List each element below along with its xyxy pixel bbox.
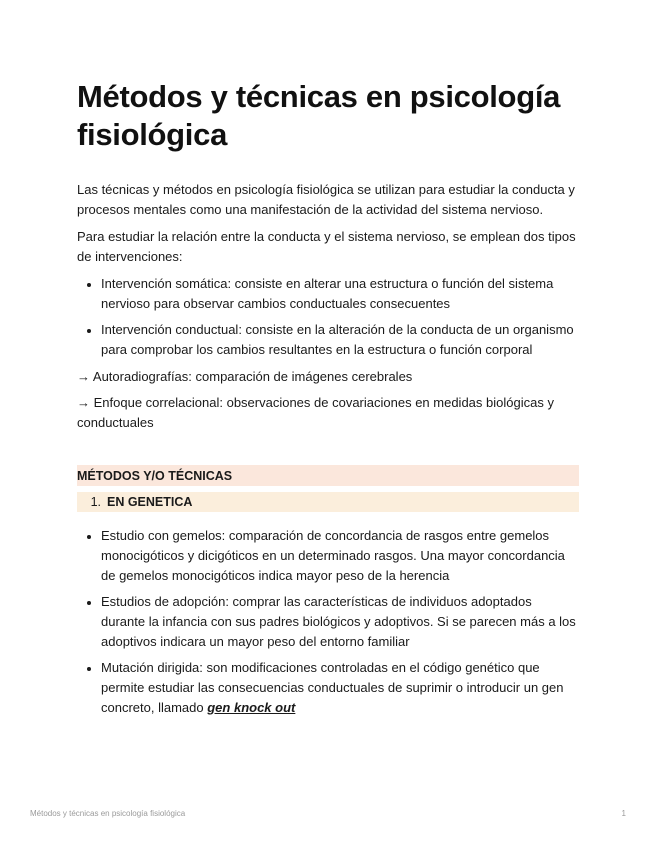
keyword-link[interactable]: gen knock out: [207, 700, 296, 715]
subsection-heading: [77, 492, 579, 512]
list-item: • Estudios de adopción: comprar las características de individuos adoptados durante la infancia con sus padres biológicos y adoptivos. Si se parecen más a los adoptivos indicara un mayor peso del entorno familiar: [101, 592, 579, 652]
list-item: • Intervención somática: consiste en alterar una estructura o función del sistema nervioso para observar cambios conductuales consecuentes: [101, 274, 579, 314]
genetics-list: [77, 526, 579, 718]
section-heading: MÉTODOS Y/O TÉCNICAS: [77, 465, 579, 486]
list-item: • Estudio con gemelos: comparación de concordancia de rasgos entre gemelos monocigóticos y dicigóticos en un determinado rasgos. Una mayor concordancia de gemelos monocigóticos indica mayor peso de la herencia: [101, 526, 579, 586]
page-title: Métodos y técnicas en psicología fisiológica: [77, 79, 561, 152]
page-footer: [30, 809, 626, 818]
page-number: 1: [621, 809, 626, 818]
intro-paragraph: Para estudiar la relación entre la conducta y el sistema nervioso, se emplean dos tipos de intervenciones:: [77, 229, 576, 264]
list-item: • Intervención conductual: consiste en la alteración de la conducta de un organismo para comprobar los cambios resultantes en la estructura o función corporal: [101, 320, 579, 360]
interventions-list: [77, 274, 579, 360]
arrow-note: → Enfoque correlacional: observaciones de covariaciones en medidas biológicas y conductuales: [77, 395, 554, 430]
document-body: [77, 180, 579, 725]
subsection-title: EN GENETICA: [107, 495, 193, 509]
subsection-number: 1.: [90, 495, 101, 509]
mutation-text: Mutación dirigida: son modificaciones controladas en el código genético que permite estudiar las consecuencias conductuales de suprimir o introducir un gen concreto, llamado: [101, 660, 564, 715]
footer-title: Métodos y técnicas en psicología fisiológica: [30, 809, 186, 818]
intro-paragraph: Las técnicas y métodos en psicología fisiológica se utilizan para estudiar la conducta y procesos mentales como una manifestación de la actividad del sistema nervioso.: [77, 182, 575, 217]
arrow-note: → Autoradiografías: comparación de imágenes cerebrales: [77, 369, 413, 384]
list-item: [101, 658, 579, 718]
